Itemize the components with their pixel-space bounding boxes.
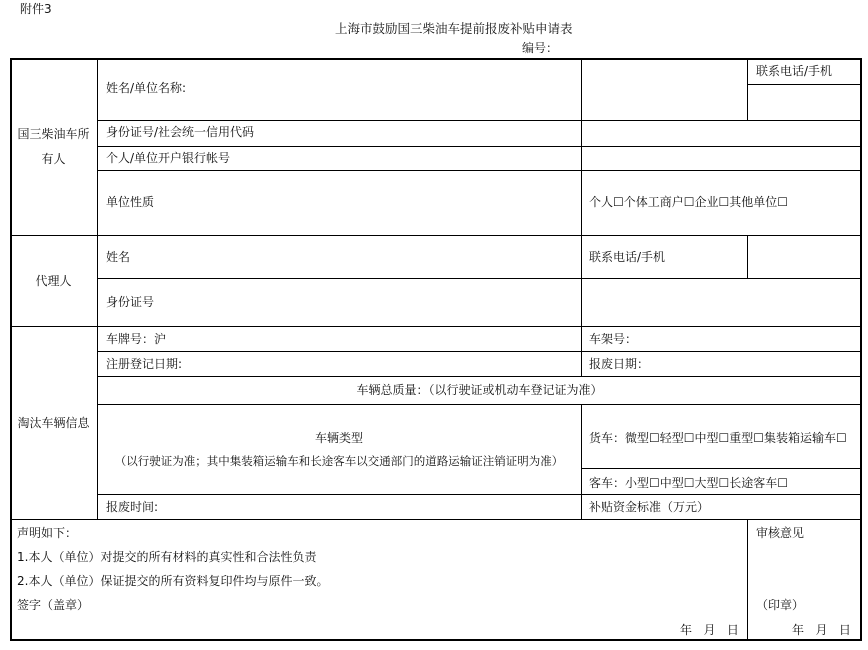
agent-name-field[interactable] [160,237,579,277]
review-stamp: （印章） [756,598,805,612]
serial-number-label: 编号： [522,41,559,55]
agent-phone-field[interactable] [749,237,859,277]
review-date: 年 月 日 [792,623,851,637]
owner-id-label: 身份证号/社会统一信用代码 [106,125,255,139]
vehicle-type-label: 车辆类型 [314,431,363,445]
owner-phone-label: 联系电话/手机 [756,64,833,78]
truck-type-options[interactable]: 货车：微型☐轻型☐中型☐重型☐集装箱运输车☐ [589,431,847,445]
declaration-title: 声明如下： [17,526,78,540]
owner-nature-options[interactable]: 个人☐个体工商户☐企业☐其他单位☐ [589,195,789,209]
agent-id-label: 身份证号 [106,295,155,309]
owner-name-field[interactable] [99,60,579,119]
scrap-date-label: 报废日期： [589,357,650,371]
subsidy-standard-label: 补贴资金标准（万元） [589,500,710,514]
owner-name-label: 姓名/单位名称: [106,81,187,95]
gross-weight-label: 车辆总质量：（以行驶证或机动车登记证为准） [356,383,603,397]
declaration-date: 年 月 日 [680,623,739,637]
agent-name-label: 姓名 [106,250,131,264]
agent-section-title: 代理人 [35,274,72,288]
vehicle-type-note: （以行驶证为准；其中集装箱运输车和长途客车以交通部门的道路运输证注销证明为准） [114,454,564,468]
owner-nature-label: 单位性质 [106,195,155,209]
owner-bank-label: 个人/单位开户银行帐号 [106,151,231,165]
registration-date-label: 注册登记日期: [106,357,183,371]
vehicle-section-title: 淘汰车辆信息 [17,416,90,430]
page-title: 上海市鼓励国三柴油车提前报废补贴申请表 [335,21,573,36]
owner-bank-field[interactable] [583,148,859,169]
agent-id-field[interactable] [583,280,859,325]
declaration-item-2: 2.本人（单位）保证提交的所有资料复印件均与原件一致。 [17,574,329,588]
bus-type-options[interactable]: 客车：小型☐中型☐大型☐长途客车☐ [589,476,789,490]
owner-id-field[interactable] [583,122,859,145]
scrap-time-label: 报废时间: [106,500,159,514]
owner-phone-field[interactable] [749,86,859,119]
plate-number-label: 车牌号：沪 [106,332,167,346]
frame-number-label: 车架号： [589,332,638,346]
review-title: 审核意见 [756,526,805,540]
declaration-item-1: 1.本人（单位）对提交的所有材料的真实性和合法性负责 [17,550,317,564]
owner-section-title-line2: 有人 [41,152,66,166]
attachment-label: 附件3 [20,2,52,16]
agent-phone-label: 联系电话/手机 [589,250,666,264]
signature-label: 签字（盖章） [17,598,90,612]
owner-section-title-line1: 国三柴油车所 [17,127,90,141]
